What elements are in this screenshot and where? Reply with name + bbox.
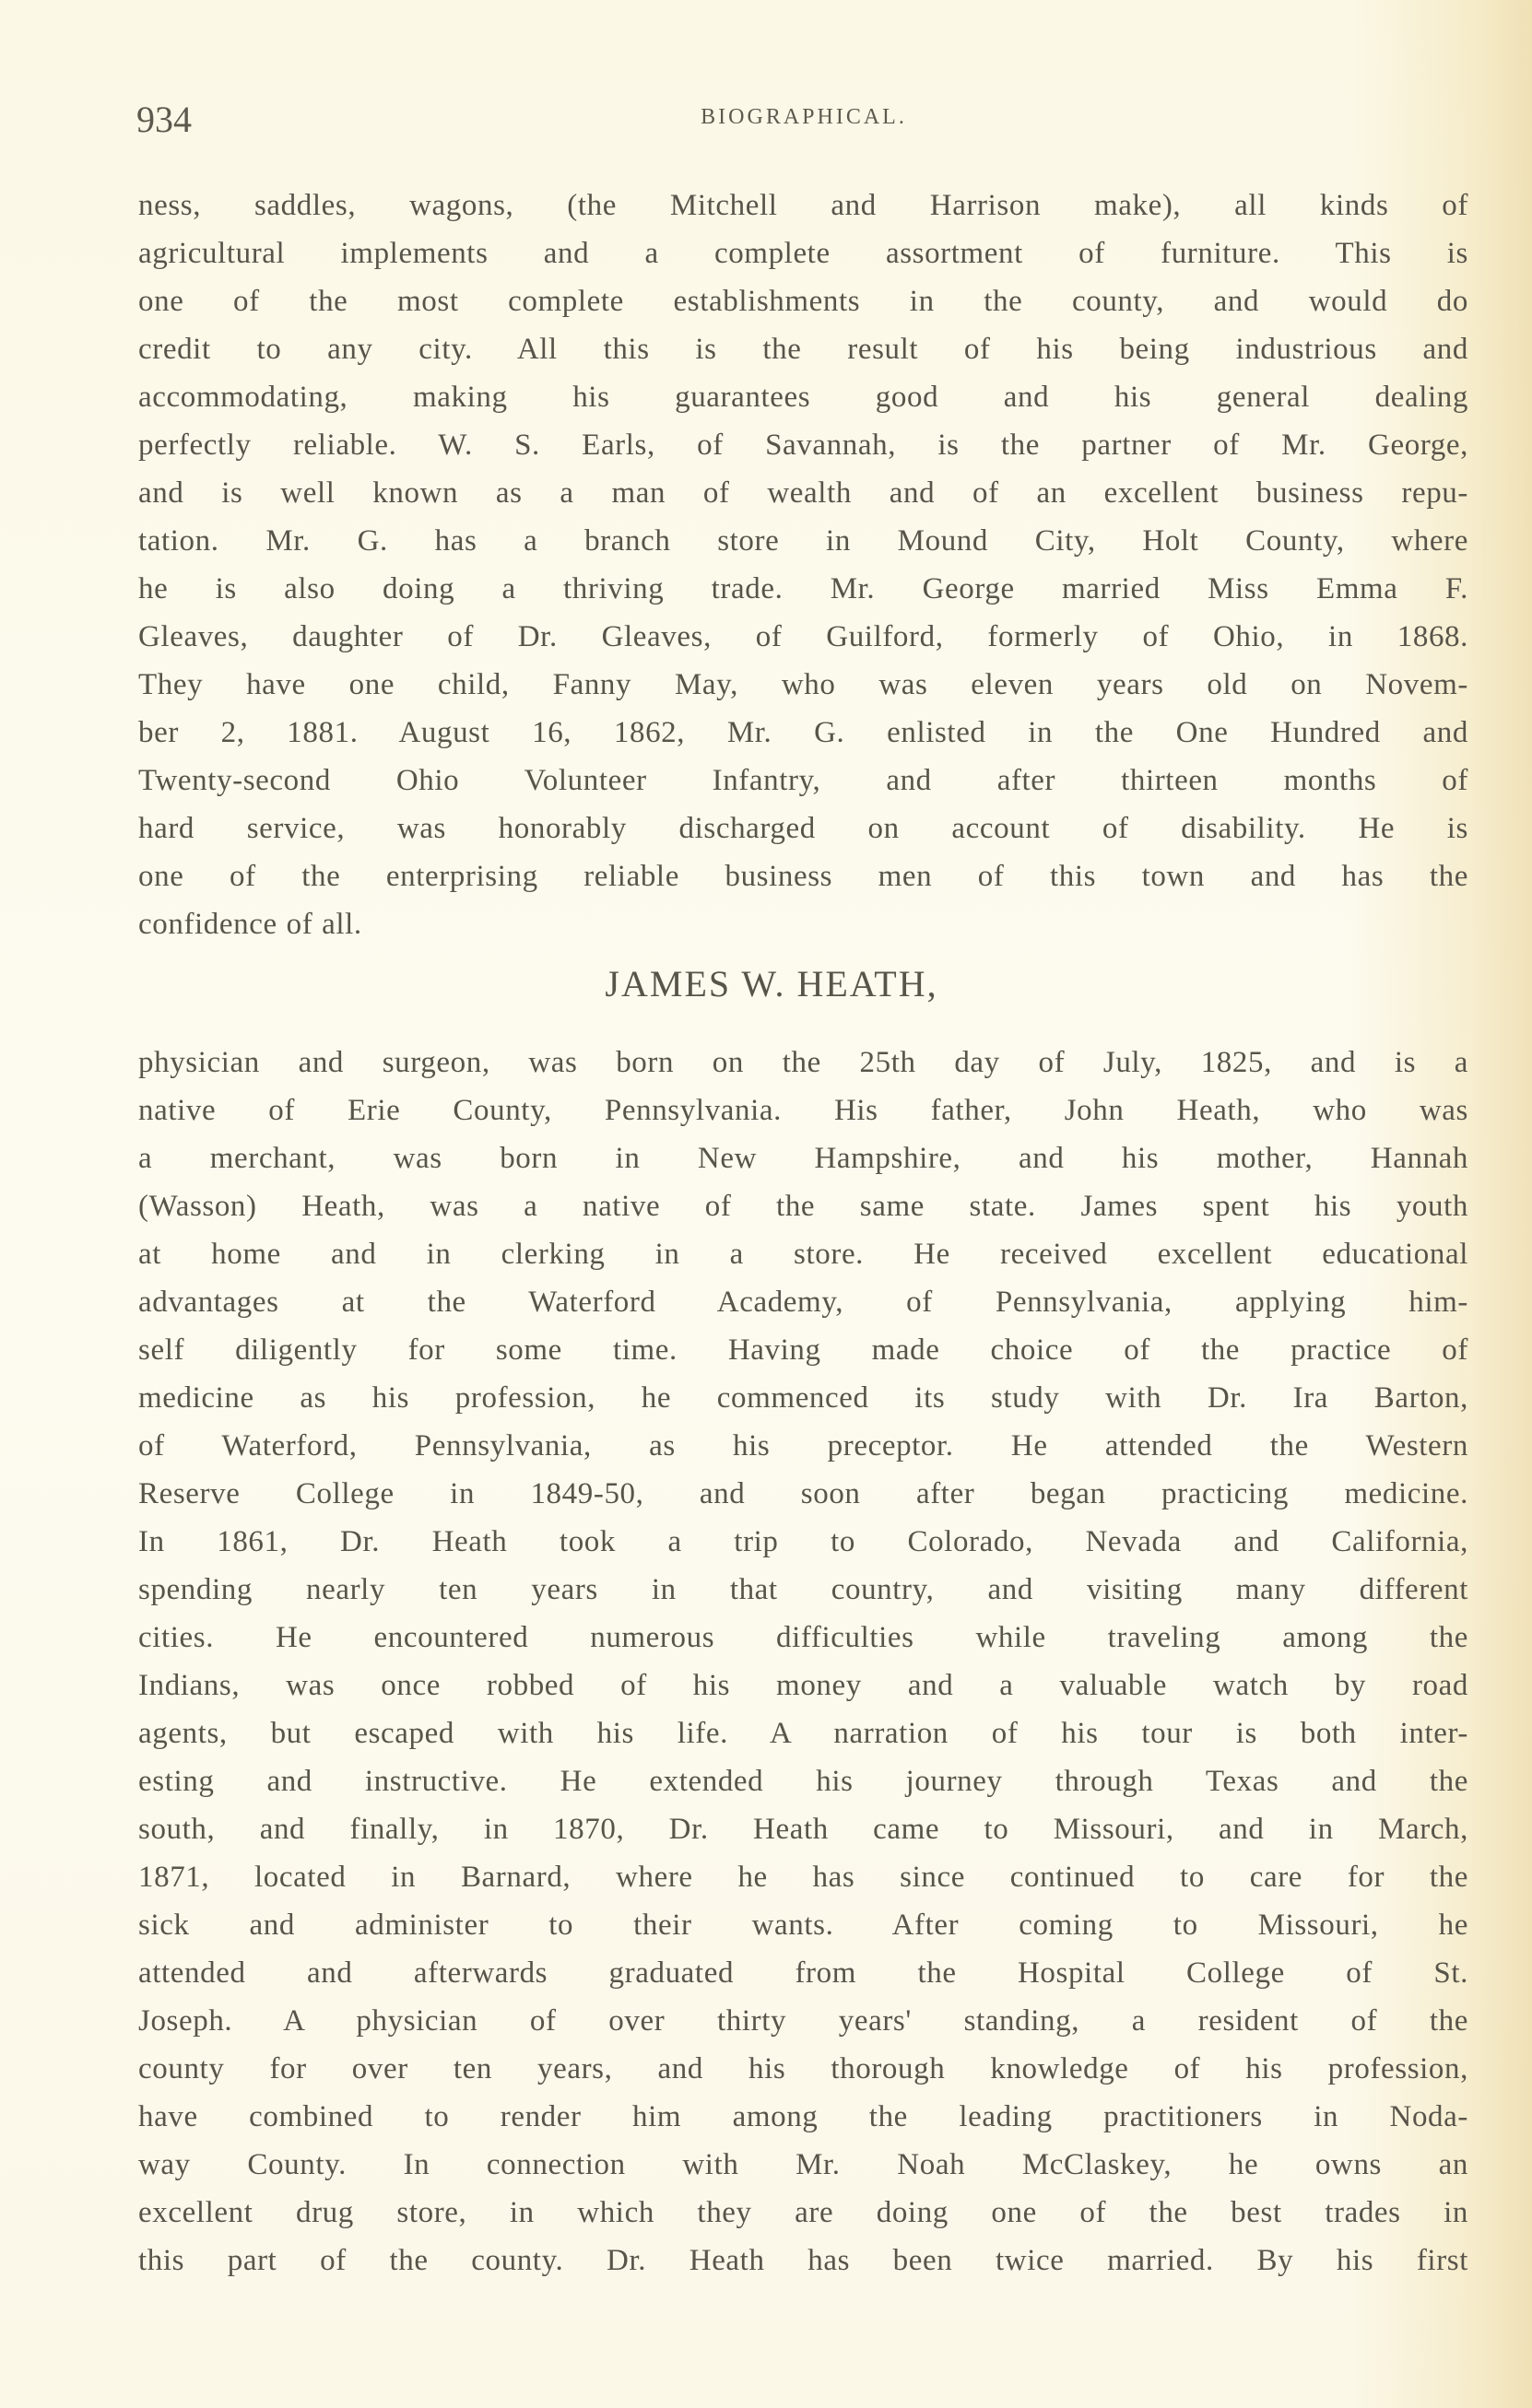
- text-line: excellent drug store, in which they are doing one of the best trades in: [138, 2196, 1468, 2229]
- text-line: tation. Mr. G. has a branch store in Mound City, Holt County, where: [138, 524, 1468, 558]
- text-line: agricultural implements and a complete assortment of furniture. This is: [138, 237, 1468, 270]
- text-line: this part of the county. Dr. Heath has been twice married. By his first: [138, 2244, 1468, 2277]
- text-line: south, and finally, in 1870, Dr. Heath came to Missouri, and in March,: [138, 1813, 1468, 1846]
- text-line: Indians, was once robbed of his money and a valuable watch by road: [138, 1669, 1468, 1702]
- text-line: way County. In connection with Mr. Noah McClaskey, he owns an: [138, 2148, 1468, 2181]
- text-line: physician and surgeon, was born on the 25th day of July, 1825, and is a: [138, 1046, 1468, 1079]
- text-line: one of the enterprising reliable business men of this town and has the: [138, 860, 1468, 893]
- text-line: attended and afterwards graduated from the Hospital College of St.: [138, 1956, 1468, 1990]
- text-line: cities. He encountered numerous difficulties while traveling among the: [138, 1621, 1468, 1654]
- running-head: BIOGRAPHICAL.: [701, 105, 907, 129]
- page-number: 934: [136, 99, 192, 140]
- text-line: spending nearly ten years in that country, and visiting many different: [138, 1573, 1468, 1606]
- text-line: Joseph. A physician of over thirty years' standing, a resident of the: [138, 2004, 1468, 2038]
- text-line: agents, but escaped with his life. A narration of his tour is both inter-: [138, 1717, 1468, 1750]
- text-line: of Waterford, Pennsylvania, as his preceptor. He attended the Western: [138, 1429, 1468, 1462]
- text-line: at home and in clerking in a store. He received excellent educational: [138, 1238, 1468, 1271]
- text-line: credit to any city. All this is the result of his being industrious and: [138, 333, 1468, 366]
- text-line: (Wasson) Heath, was a native of the same state. James spent his youth: [138, 1190, 1468, 1223]
- text-line: accommodating, making his guarantees good and his general dealing: [138, 381, 1468, 414]
- text-line: native of Erie County, Pennsylvania. His father, John Heath, who was: [138, 1094, 1468, 1127]
- text-line: he is also doing a thriving trade. Mr. George married Miss Emma F.: [138, 572, 1468, 605]
- text-line: medicine as his profession, he commenced its study with Dr. Ira Barton,: [138, 1381, 1468, 1415]
- text-line: ber 2, 1881. August 16, 1862, Mr. G. enlisted in the One Hundred and: [138, 716, 1468, 749]
- text-line: have combined to render him among the leading practitioners in Noda-: [138, 2100, 1468, 2133]
- text-line: advantages at the Waterford Academy, of Pennsylvania, applying him-: [138, 1286, 1468, 1319]
- text-line: Gleaves, daughter of Dr. Gleaves, of Guilford, formerly of Ohio, in 1868.: [138, 620, 1468, 653]
- paragraph-heath-biography: [138, 1039, 1468, 2285]
- text-line: They have one child, Fanny May, who was eleven years old on Novem-: [138, 668, 1468, 701]
- text-line: Reserve College in 1849-50, and soon after began practicing medicine.: [138, 1477, 1468, 1510]
- text-line: In 1861, Dr. Heath took a trip to Colorado, Nevada and California,: [138, 1525, 1468, 1558]
- text-line: esting and instructive. He extended his journey through Texas and the: [138, 1765, 1468, 1798]
- text-line: Twenty-second Ohio Volunteer Infantry, and after thirteen months of: [138, 764, 1468, 797]
- text-line: hard service, was honorably discharged on account of disability. He is: [138, 812, 1468, 845]
- section-title: JAMES W. HEATH,: [605, 963, 938, 1004]
- text-line: sick and administer to their wants. After coming to Missouri, he: [138, 1909, 1468, 1942]
- paragraph-george-biography: [138, 182, 1468, 948]
- text-line: one of the most complete establishments in the county, and would do: [138, 285, 1468, 318]
- text-line: and is well known as a man of wealth and of an excellent business repu-: [138, 476, 1468, 510]
- text-line: 1871, located in Barnard, where he has since continued to care for the: [138, 1861, 1468, 1894]
- text-line: ness, saddles, wagons, (the Mitchell and Harrison make), all kinds of: [138, 189, 1468, 222]
- text-line: confidence of all.: [138, 908, 362, 941]
- text-line: county for over ten years, and his thorough knowledge of his profession,: [138, 2052, 1468, 2085]
- text-line: a merchant, was born in New Hampshire, and his mother, Hannah: [138, 1142, 1468, 1175]
- text-line: perfectly reliable. W. S. Earls, of Savannah, is the partner of Mr. George,: [138, 429, 1468, 462]
- text-line: self diligently for some time. Having made choice of the practice of: [138, 1333, 1468, 1367]
